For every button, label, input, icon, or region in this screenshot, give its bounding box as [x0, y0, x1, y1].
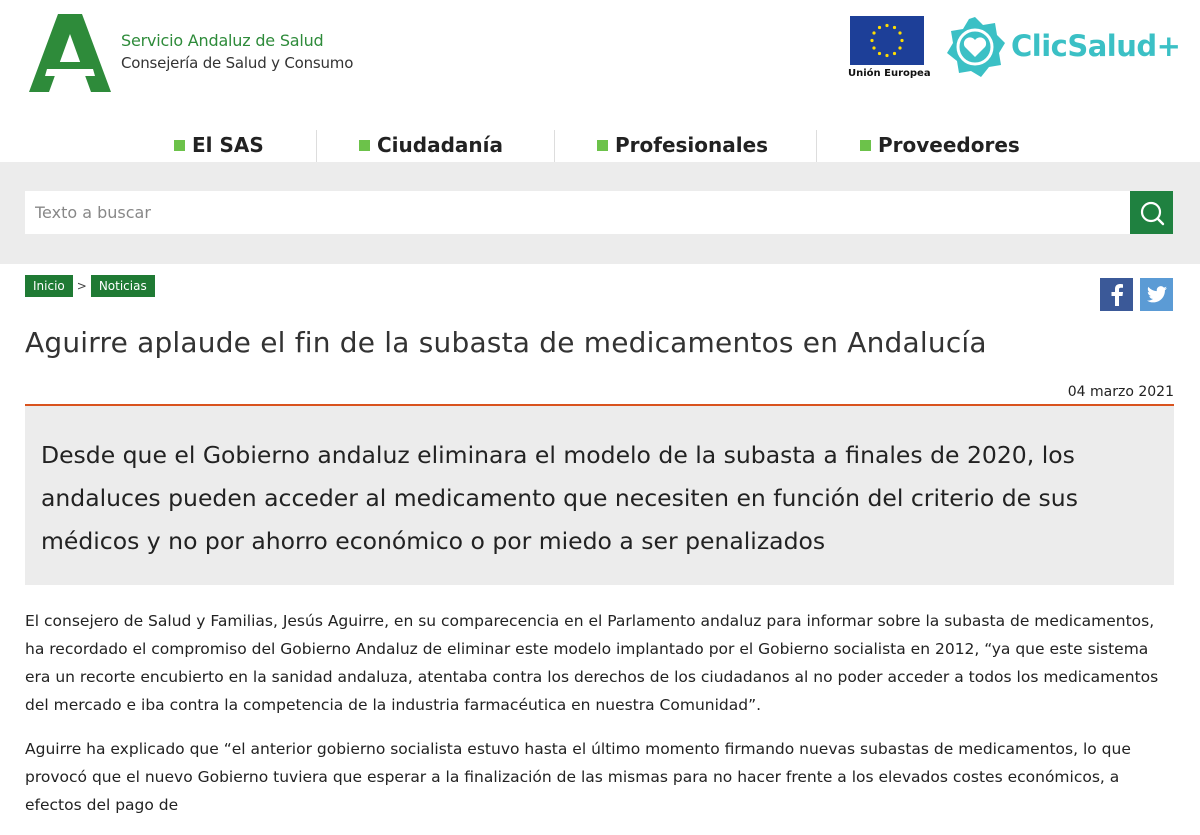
main-nav	[0, 128, 1200, 162]
nav-divider	[316, 130, 317, 162]
facebook-share-button[interactable]	[1100, 278, 1133, 311]
nav-bullet-icon	[359, 140, 370, 151]
nav-item-ciudadania[interactable]	[359, 128, 503, 162]
article-date: 04 marzo 2021	[1067, 384, 1174, 400]
breadcrumb-home[interactable]: Inicio	[25, 275, 73, 297]
twitter-icon	[1147, 286, 1167, 303]
breadcrumb	[25, 275, 155, 297]
eu-flag-icon	[850, 16, 924, 65]
nav-item-profesionales[interactable]	[597, 128, 768, 162]
nav-item-label: Proveedores	[878, 133, 1020, 157]
eu-badge	[848, 16, 931, 82]
nav-bullet-icon	[174, 140, 185, 151]
nav-divider	[816, 130, 817, 162]
org-subtitle: Consejería de Salud y Consumo	[121, 54, 354, 72]
search-icon	[1139, 200, 1165, 226]
org-text	[121, 30, 353, 74]
facebook-icon	[1110, 284, 1124, 306]
sas-logo-icon[interactable]	[29, 14, 111, 92]
breadcrumb-news[interactable]: Noticias	[91, 275, 155, 297]
nav-bullet-icon	[597, 140, 608, 151]
article-paragraph: Aguirre ha explicado que “el anterior gobierno socialista estuvo hasta el último momento firmando nuevas subastas de medicamentos, lo que provocó que el nuevo Gobierno tuviera que esperar a la finalización de las mismas para no hacer frente a los elevados costes económicos, a efectos del pago de	[25, 740, 1131, 814]
article-paragraph: El consejero de Salud y Familias, Jesús Aguirre, en su comparecencia en el Parlamento andaluz para informar sobre la subasta de medicamentos, ha recordado el compromiso del Gobierno Andaluz de eliminar este modelo implantado por el Gobierno socialista en 2012, “ya que este sistema era un recorte encubierto en la sanidad andaluza, atentaba contra los derechos de los ciudadanos al no poder acceder a todos los medicamentos del mercado e iba contra la competencia de la industria farmacéutica en nuestra Comunidad”.	[25, 612, 1159, 714]
nav-item-label: El SAS	[192, 133, 264, 157]
breadcrumb-separator: >	[76, 279, 87, 293]
article-lead	[25, 406, 1174, 585]
nav-item-label: Ciudadanía	[377, 133, 503, 157]
nav-item-label: Profesionales	[615, 133, 769, 157]
nav-bullet-icon	[860, 140, 871, 151]
search-bar	[0, 162, 1200, 264]
nav-divider	[554, 130, 555, 162]
lead-text: Desde que el Gobierno andaluz eliminara el modelo de la subasta a finales de 2020, los andaluces pueden acceder al medicamento que necesiten en función del criterio de sus médicos y no por ahorro económico o por miedo a ser penalizados	[41, 441, 1078, 555]
clicsalud-brand: ClicSalud+	[1011, 29, 1181, 63]
eu-label: Unión Europea	[848, 68, 931, 79]
search-input[interactable]	[25, 191, 1131, 234]
site-header	[0, 0, 1200, 120]
clicsalud-link[interactable]	[943, 15, 1183, 81]
article-body	[25, 607, 1175, 835]
search-button[interactable]	[1130, 191, 1173, 234]
article-title: Aguirre aplaude el fin de la subasta de medicamentos en Andalucía	[25, 326, 987, 359]
clicsalud-heart-icon	[943, 15, 1007, 79]
twitter-share-button[interactable]	[1140, 278, 1173, 311]
org-name[interactable]: Servicio Andaluz de Salud	[121, 31, 324, 50]
nav-item-el-sas[interactable]	[174, 128, 264, 162]
nav-item-proveedores[interactable]	[860, 128, 1020, 162]
